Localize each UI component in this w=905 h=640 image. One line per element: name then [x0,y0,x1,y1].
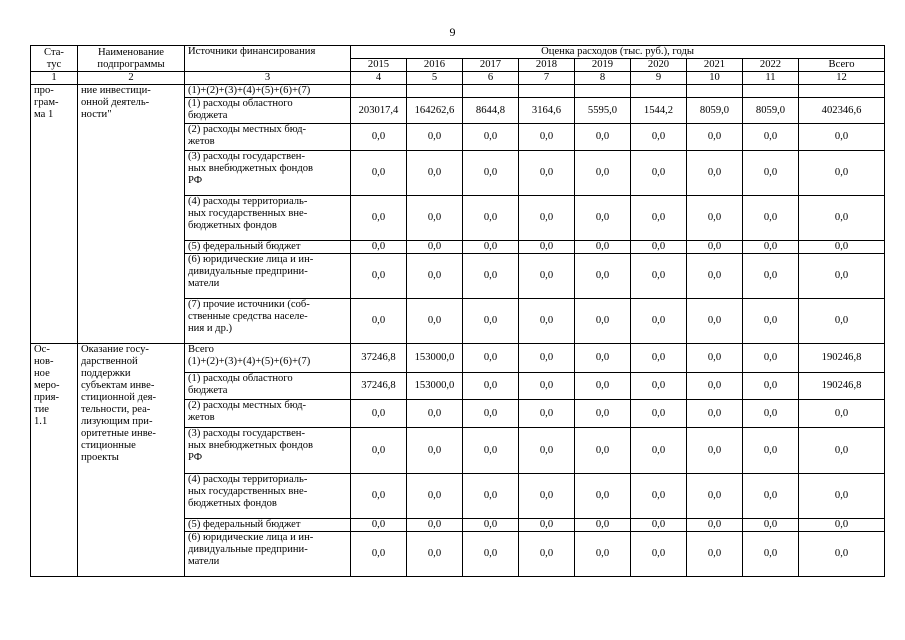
value-cell: 153000,0 [407,373,463,400]
funding-source-cell: (4) расходы территориаль- ных государственных вне- бюджетных фондов [185,196,351,241]
header-year: 2020 [631,59,687,72]
funding-source-cell: (4) расходы территориаль- ных государственных вне- бюджетных фондов [185,474,351,519]
value-cell: 8059,0 [743,98,799,124]
value-cell: 0,0 [743,196,799,241]
page-number: 9 [449,25,456,39]
value-cell: 0,0 [351,474,407,519]
value-cell: 0,0 [575,151,631,196]
value-cell: 0,0 [743,532,799,577]
value-cell: 0,0 [575,400,631,428]
value-cell: 0,0 [631,299,687,344]
value-cell: 0,0 [463,344,519,373]
value-cell: 37246,8 [351,344,407,373]
value-cell: 37246,8 [351,373,407,400]
value-cell [407,85,463,98]
value-cell: 0,0 [407,254,463,299]
value-cell: 0,0 [687,400,743,428]
value-cell: 0,0 [519,519,575,532]
header-year: 2017 [463,59,519,72]
value-cell: 0,0 [407,474,463,519]
funding-source-cell: (2) расходы местных бюд- жетов [185,400,351,428]
value-cell: 0,0 [407,124,463,151]
header-year: 2015 [351,59,407,72]
value-cell: 0,0 [799,428,885,474]
value-cell: 0,0 [743,474,799,519]
value-cell: 0,0 [799,299,885,344]
value-cell: 0,0 [463,254,519,299]
value-cell: 0,0 [463,151,519,196]
value-cell: 0,0 [519,254,575,299]
value-cell: 153000,0 [407,344,463,373]
value-cell: 0,0 [407,428,463,474]
header-column-number: 7 [519,72,575,85]
value-cell: 0,0 [631,344,687,373]
value-cell: 0,0 [631,241,687,254]
value-cell: 190246,8 [799,373,885,400]
value-cell: 0,0 [575,241,631,254]
value-cell: 0,0 [519,344,575,373]
value-cell: 0,0 [575,373,631,400]
value-cell: 0,0 [351,299,407,344]
value-cell [575,85,631,98]
value-cell: 0,0 [519,196,575,241]
value-cell: 0,0 [463,532,519,577]
value-cell: 0,0 [687,344,743,373]
value-cell: 0,0 [799,151,885,196]
value-cell: 0,0 [407,400,463,428]
funding-source-cell: (5) федеральный бюджет [185,519,351,532]
value-cell: 0,0 [743,519,799,532]
header-year: 2022 [743,59,799,72]
value-cell: 5595,0 [575,98,631,124]
header-column-number: 5 [407,72,463,85]
funding-source-cell: (1) расходы областного бюджета [185,373,351,400]
value-cell: 0,0 [519,474,575,519]
funding-source-cell: (3) расходы государствен- ных внебюджетных фондов РФ [185,428,351,474]
value-cell: 0,0 [687,519,743,532]
value-cell: 0,0 [631,474,687,519]
value-cell: 0,0 [743,400,799,428]
funding-source-cell: (5) федеральный бюджет [185,241,351,254]
funding-source-cell: (6) юридические лица и ин- дивидуальные предприни- матели [185,532,351,577]
value-cell [799,85,885,98]
value-cell: 0,0 [687,299,743,344]
table-body [31,85,885,577]
header-year: Всего [799,59,885,72]
value-cell: 0,0 [687,196,743,241]
value-cell: 0,0 [407,196,463,241]
value-cell: 0,0 [687,241,743,254]
value-cell: 0,0 [687,373,743,400]
value-cell: 3164,6 [519,98,575,124]
value-cell: 0,0 [687,254,743,299]
funding-source-cell: (6) юридические лица и ин- дивидуальные предприни- матели [185,254,351,299]
value-cell: 0,0 [687,124,743,151]
header-year: 2018 [519,59,575,72]
value-cell: 0,0 [575,519,631,532]
value-cell: 0,0 [799,400,885,428]
value-cell: 0,0 [351,151,407,196]
value-cell: 0,0 [463,241,519,254]
value-cell: 0,0 [799,532,885,577]
value-cell: 0,0 [351,519,407,532]
value-cell [519,85,575,98]
value-cell: 0,0 [519,151,575,196]
header-column-number: 1 [31,72,78,85]
value-cell: 0,0 [351,196,407,241]
value-cell: 0,0 [575,532,631,577]
funding-source-cell: (7) прочие источники (соб- ственные средства населе- ния и др.) [185,299,351,344]
value-cell: 0,0 [463,519,519,532]
value-cell: 0,0 [575,124,631,151]
funding-source-cell: (3) расходы государствен- ных внебюджетных фондов РФ [185,151,351,196]
header-year: 2016 [407,59,463,72]
value-cell: 0,0 [351,254,407,299]
value-cell: 0,0 [351,532,407,577]
value-cell: 0,0 [519,124,575,151]
value-cell: 0,0 [519,373,575,400]
value-cell: 402346,6 [799,98,885,124]
header-year: 2021 [687,59,743,72]
table-row [31,85,885,98]
value-cell: 0,0 [519,299,575,344]
value-cell: 0,0 [687,151,743,196]
value-cell: 0,0 [407,241,463,254]
subprogram-name-cell: Оказание госу- дарственной поддержки субъектам инве- стиционной дея- тельности, реа- лизующим при- оритетные инве- стиционные проекты [78,344,185,577]
value-cell: 0,0 [743,241,799,254]
value-cell: 8644,8 [463,98,519,124]
value-cell: 0,0 [351,124,407,151]
status-cell: Ос- нов- ное меро- прия- тие 1.1 [31,344,78,577]
value-cell: 0,0 [631,519,687,532]
value-cell [687,85,743,98]
value-cell: 0,0 [575,428,631,474]
funding-source-cell: (2) расходы местных бюд- жетов [185,124,351,151]
value-cell: 0,0 [463,474,519,519]
value-cell: 0,0 [631,151,687,196]
header-column-number: 10 [687,72,743,85]
header-subprogram-name: Наименование подпрограммы [78,46,185,72]
value-cell: 0,0 [631,428,687,474]
value-cell: 0,0 [631,124,687,151]
header-column-number: 8 [575,72,631,85]
subprogram-name-cell: ние инвестици- онной деятель- ности" [78,85,185,344]
header-column-number: 9 [631,72,687,85]
status-cell: про- грам- ма 1 [31,85,78,344]
value-cell: 0,0 [743,428,799,474]
table-row [31,344,885,373]
value-cell: 0,0 [799,241,885,254]
value-cell: 0,0 [687,532,743,577]
value-cell: 0,0 [463,373,519,400]
value-cell: 0,0 [743,151,799,196]
value-cell: 0,0 [407,519,463,532]
value-cell: 164262,6 [407,98,463,124]
value-cell: 203017,4 [351,98,407,124]
value-cell: 0,0 [799,474,885,519]
value-cell: 0,0 [351,428,407,474]
header-column-number: 3 [185,72,351,85]
header-funding-source: Источники финансирования [185,46,351,72]
value-cell: 0,0 [743,299,799,344]
header-column-number: 4 [351,72,407,85]
value-cell: 0,0 [407,151,463,196]
value-cell: 8059,0 [687,98,743,124]
value-cell: 0,0 [351,241,407,254]
value-cell [463,85,519,98]
value-cell [743,85,799,98]
value-cell: 0,0 [463,428,519,474]
value-cell: 0,0 [631,400,687,428]
value-cell: 0,0 [575,196,631,241]
value-cell: 0,0 [519,400,575,428]
header-expense-estimate: Оценка расходов (тыс. руб.), годы [351,46,885,59]
value-cell: 0,0 [743,254,799,299]
value-cell: 0,0 [799,196,885,241]
value-cell: 0,0 [407,532,463,577]
value-cell: 0,0 [631,532,687,577]
value-cell: 0,0 [799,519,885,532]
funding-source-cell: (1)+(2)+(3)+(4)+(5)+(6)+(7) [185,85,351,98]
value-cell: 0,0 [407,299,463,344]
value-cell: 0,0 [743,344,799,373]
value-cell: 0,0 [519,532,575,577]
value-cell [631,85,687,98]
value-cell [351,85,407,98]
value-cell: 0,0 [631,254,687,299]
header-column-number: 11 [743,72,799,85]
value-cell: 0,0 [575,254,631,299]
header-status: Ста- тус [31,46,78,72]
value-cell: 0,0 [575,299,631,344]
value-cell: 0,0 [519,428,575,474]
value-cell: 190246,8 [799,344,885,373]
value-cell: 0,0 [463,124,519,151]
value-cell: 0,0 [351,400,407,428]
header-row-1 [31,46,885,59]
value-cell: 1544,2 [631,98,687,124]
value-cell: 0,0 [743,373,799,400]
header-column-number: 2 [78,72,185,85]
expenditure-table [30,45,885,577]
header-year: 2019 [575,59,631,72]
header-column-numbers-row [31,72,885,85]
header-column-number: 6 [463,72,519,85]
funding-source-cell: Всего (1)+(2)+(3)+(4)+(5)+(6)+(7) [185,344,351,373]
value-cell: 0,0 [799,254,885,299]
value-cell: 0,0 [687,474,743,519]
funding-source-cell: (1) расходы областного бюджета [185,98,351,124]
value-cell: 0,0 [463,299,519,344]
value-cell: 0,0 [519,241,575,254]
value-cell: 0,0 [463,196,519,241]
value-cell: 0,0 [575,474,631,519]
value-cell: 0,0 [743,124,799,151]
value-cell: 0,0 [463,400,519,428]
value-cell: 0,0 [799,124,885,151]
header-column-number: 12 [799,72,885,85]
value-cell: 0,0 [687,428,743,474]
value-cell: 0,0 [631,196,687,241]
value-cell: 0,0 [631,373,687,400]
value-cell: 0,0 [575,344,631,373]
